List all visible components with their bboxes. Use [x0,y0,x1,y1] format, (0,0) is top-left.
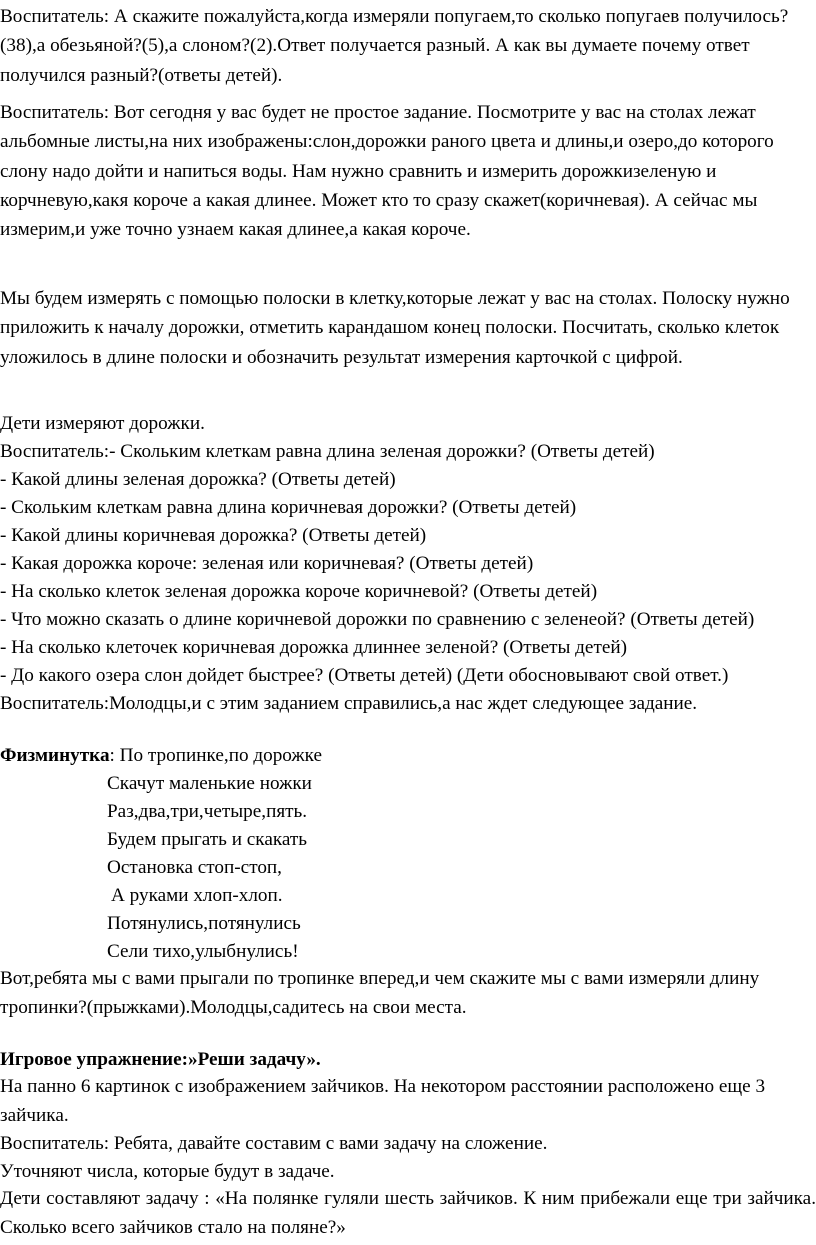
measure-line: - На сколько клеток зеленая дорожка короче коричневой? (Ответы детей) [0,581,598,602]
measure-line: - Что можно сказать о длине коричневой дорожки по сравнению с зеленеой? (Ответы детей) [0,609,755,630]
poem-line: Потянулись,потянулись [107,913,301,934]
paragraph-after-fizminutka: Вот,ребята мы с вами прыгали по тропинке вперед,и чем скажите мы с вами измеряли длину тропинки?(прыжками).Молодцы,садитесь на свои места. [0,968,760,1019]
measure-line: Дети измеряют дорожки. [0,413,205,434]
game-line: Уточняют числа, которые будут в задаче. [0,1161,335,1182]
paragraph-parrot-question: Воспитатель: А скажите пожалуйста,когда измеряли попугаем,то сколько попугаев получилось?(38),а обезьяной?(5),а слоном?(2).Ответ получается разный. А как вы думаете почему ответ получился разный?(ответы детей). [0,6,789,86]
poem-line: Остановка стоп-стоп, [107,857,282,878]
poem-line: Скачут маленькие ножки [107,773,312,794]
measure-line: Воспитатель:Молодцы,и с этим заданием справились,а нас ждет следующее задание. [0,693,698,714]
fizminutka-heading: Физминутка [0,745,110,766]
game-line: Воспитатель: Ребята, давайте составим с вами задачу на сложение. [0,1133,548,1154]
poem-line: Сели тихо,улыбнулись! [107,941,299,962]
measure-line: - На сколько клеточек коричневая дорожка длиннее зеленой? (Ответы детей) [0,637,628,658]
paragraph-measuring-method: Мы будем измерять с помощью полоски в клетку,которые лежат у вас на столах. Полоску нужно приложить к началу дорожки, отметить карандашом конец полоски. Посчитать, сколько клеток уложилось в длине полоски и обозначить результат измерения карточкой с цифрой. [0,288,790,368]
measure-line: - Какой длины коричневая дорожка? (Ответы детей) [0,525,427,546]
poem-line: Будем прыгать и скакать [107,829,308,850]
paragraph-make-problem: Дети составляют задачу : «На полянке гуляли шесть зайчиков. К ним прибежали еще три зайчика. Сколько всего зайчиков стало на поляне?» [0,1188,816,1239]
paragraph-bunnies: На панно 6 картинок с изображением зайчиков. На некотором расстоянии расположено еще 3 зайчика. [0,1076,766,1127]
fizminutka-first-line [0,742,322,770]
measure-line: - Какая дорожка короче: зеленая или коричневая? (Ответы детей) [0,553,534,574]
poem-line: : По тропинке,по дорожке [109,745,323,766]
poem-line: Раз,два,три,четыре,пять. [107,801,308,822]
paragraph-task-intro: Воспитатель: Вот сегодня у вас будет не простое задание. Посмотрите у вас на столах лежат альбомные листы,на них изображены:слон,дорожки раного цвета и длины,и озеро,до которого слону надо дойти и напиться воды. Нам нужно сравнить и измерить дорожкизеленую и корчневую,какя короче а какая длинее. Может кто то сразу скажет(коричневая). А сейчас мы измерим,и уже точно узнаем какая длинее,а какая короче. [0,102,774,241]
poem-line: А руками хлоп-хлоп. [111,885,283,906]
measure-line: - Какой длины зеленая дорожка? (Ответы детей) [0,469,396,490]
measure-line: Воспитатель:- Скольким клеткам равна длина зеленая дорожки? (Ответы детей) [0,441,655,462]
measure-line: - Скольким клеткам равна длина коричневая дорожки? (Ответы детей) [0,497,577,518]
measure-line: - До какого озера слон дойдет быстрее? (Ответы детей) (Дети обосновывают свой ответ.) [0,665,729,686]
game-heading: Игровое упражнение:»Реши задачу». [0,1049,321,1070]
